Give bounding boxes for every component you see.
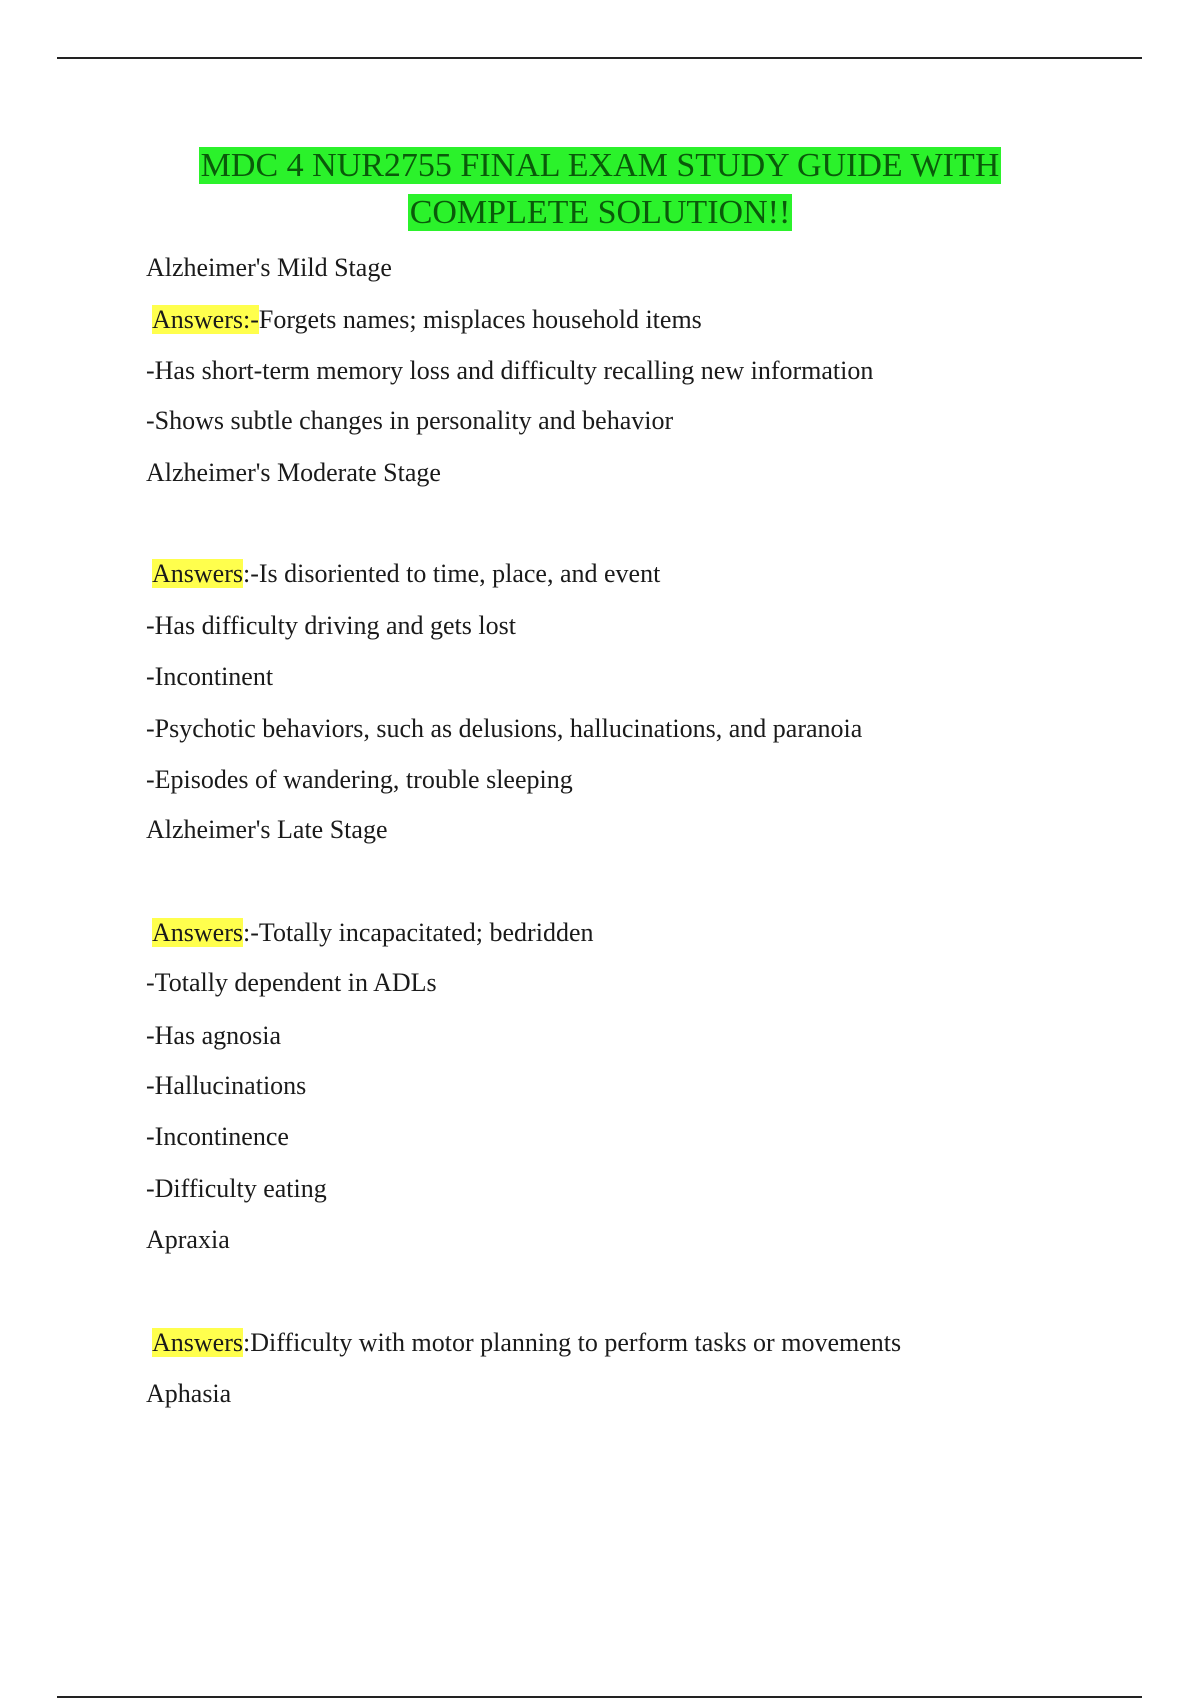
answer-apraxia	[152, 1327, 901, 1359]
answers-highlight: Answers	[152, 918, 243, 947]
answer-late-stage	[152, 917, 593, 949]
question-mild-stage: Alzheimer's Mild Stage	[146, 253, 392, 282]
answer-line: -Hallucinations	[146, 1071, 307, 1100]
answer-line: -Episodes of wandering, trouble sleeping	[146, 765, 573, 794]
answer-moderate-stage	[152, 558, 660, 590]
answer-line: -Incontinence	[146, 1122, 289, 1151]
answer-line: -Has agnosia	[146, 1021, 282, 1050]
answer-text: :-Is disoriented to time, place, and event	[243, 559, 661, 588]
answer-text: :Difficulty with motor planning to perform tasks or movements	[243, 1328, 902, 1357]
answer-line: -Totally dependent in ADLs	[146, 968, 437, 997]
answer-line: -Difficulty eating	[146, 1174, 327, 1203]
answers-highlight: Answers	[152, 1328, 243, 1357]
answer-text: :-Totally incapacitated; bedridden	[243, 918, 594, 947]
answer-line: -Has short-term memory loss and difficulty recalling new information	[146, 356, 874, 385]
question-moderate-stage: Alzheimer's Moderate Stage	[146, 458, 441, 487]
answer-line: -Shows subtle changes in personality and behavior	[146, 406, 674, 435]
answer-text: Forgets names; misplaces household items	[258, 305, 702, 334]
question-late-stage: Alzheimer's Late Stage	[146, 815, 388, 844]
top-rule	[57, 57, 1142, 59]
answer-line: -Has difficulty driving and gets lost	[146, 611, 516, 640]
answers-highlight: Answers	[152, 559, 243, 588]
title-line-1: MDC 4 NUR2755 FINAL EXAM STUDY GUIDE WITH	[200, 147, 1000, 184]
answers-highlight: Answers:-	[152, 305, 259, 334]
answer-mild-stage	[152, 304, 702, 336]
answer-line: -Incontinent	[146, 662, 274, 691]
question-apraxia: Apraxia	[146, 1225, 230, 1254]
document-title	[0, 142, 1200, 236]
question-aphasia: Aphasia	[146, 1379, 232, 1408]
title-line-2: COMPLETE SOLUTION!!	[409, 194, 791, 231]
bottom-rule	[57, 1696, 1142, 1698]
answer-line: -Psychotic behaviors, such as delusions, hallucinations, and paranoia	[146, 714, 863, 743]
